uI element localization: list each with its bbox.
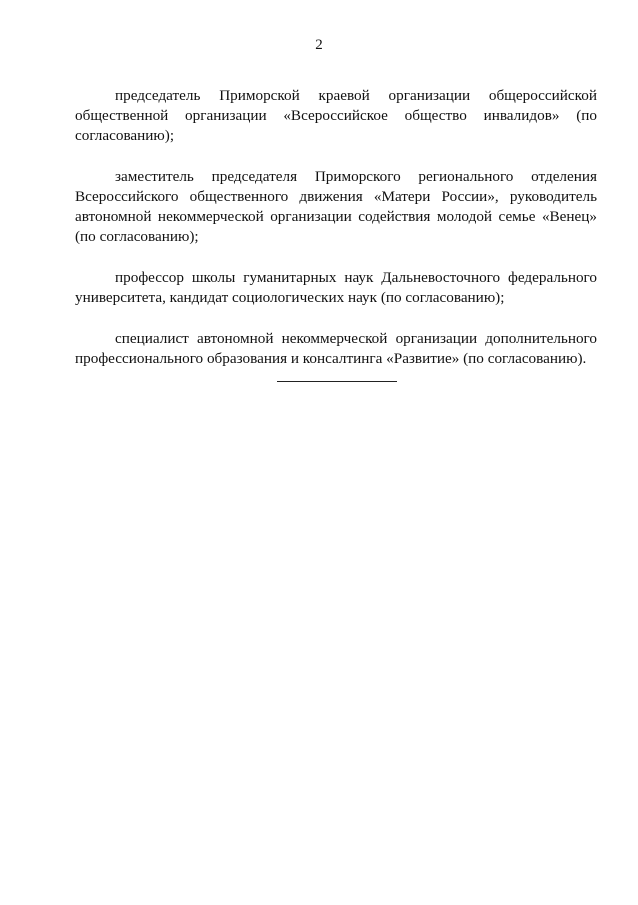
end-divider-line bbox=[277, 381, 397, 382]
member-entry: председатель Приморской краевой организации общероссийской общественной организации «Всероссийское общество инвалидов» (по согласованию); bbox=[75, 87, 597, 144]
member-entry: профессор школы гуманитарных наук Дальневосточного федерального университета, кандидат социологических наук (по согласованию); bbox=[75, 269, 597, 306]
member-entry: заместитель председателя Приморского регионального отделения Всероссийского общественного движения «Матери России», руководитель автономной некоммерческой организации содействия молодой семье «Венец» (по согласованию); bbox=[75, 168, 597, 245]
page-number: 2 bbox=[315, 37, 323, 53]
member-entry: специалист автономной некоммерческой организации дополнительного профессионального образования и консалтинга «Развитие» (по согласованию). bbox=[75, 330, 597, 367]
member-list bbox=[75, 86, 597, 390]
